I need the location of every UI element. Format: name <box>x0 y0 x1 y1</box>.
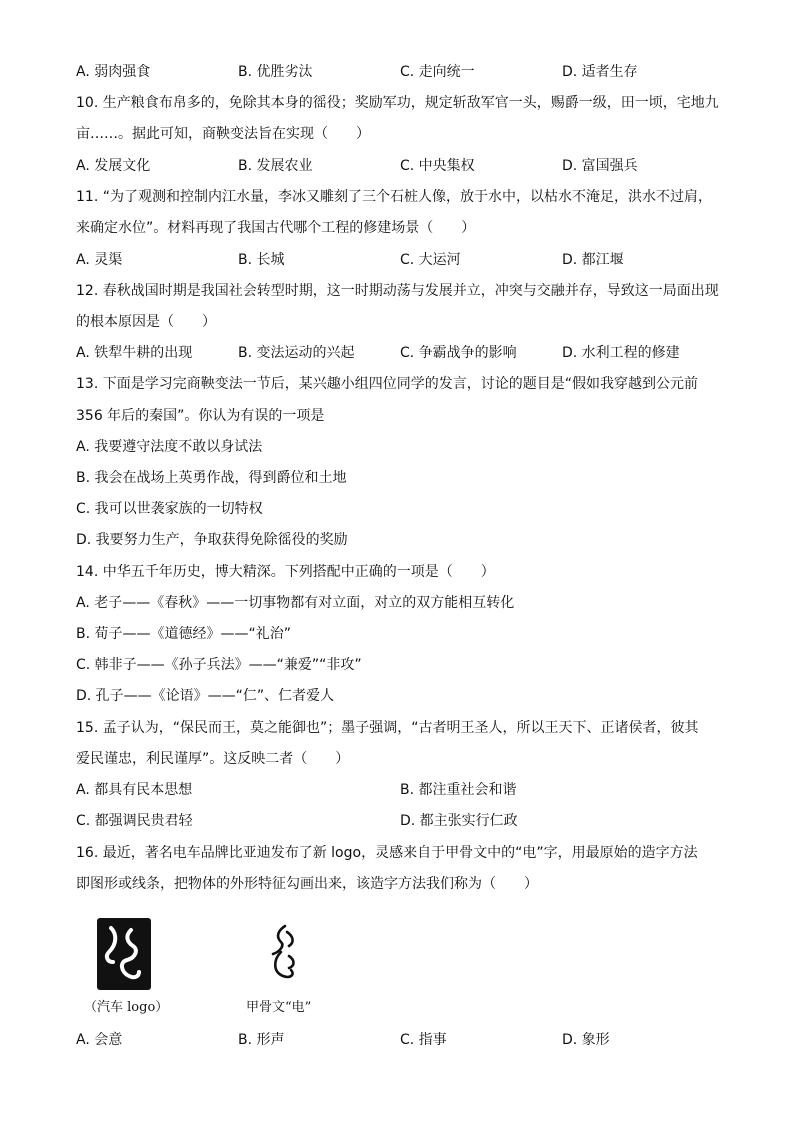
q13-option-c: C. 我可以世袭家族的一切特权 <box>76 501 263 517</box>
q13-stem-line1: 13. 下面是学习完商鞅变法一节后，某兴趣小组四位同学的发言，讨论的题目是“假如我穿越到公元前 <box>76 376 698 392</box>
q15-option-c: C. 都强调民贵君轻 <box>76 813 193 829</box>
q10-option-d: D. 富国强兵 <box>562 158 638 174</box>
q13-option-d: D. 我要努力生产，争取获得免除徭役的奖励 <box>76 532 348 548</box>
q12-option-d: D. 水利工程的修建 <box>562 345 680 361</box>
q12-stem-line2: 的根本原因是（ ） <box>76 314 216 330</box>
car-logo-image <box>97 918 151 990</box>
oracle-bone-dian-image <box>267 922 301 986</box>
q10-option-a: A. 发展文化 <box>76 158 151 174</box>
q16-option-b: B. 形声 <box>238 1032 285 1048</box>
q11-option-b: B. 长城 <box>238 252 285 268</box>
q15-stem-line1: 15. 孟子认为，“保民而王，莫之能御也”；墨子强调，“古者明王圣人，所以王天下、正诸侯者，彼其 <box>76 720 699 736</box>
q11-option-a: A. 灵渠 <box>76 252 123 268</box>
q9-option-a: A. 弱肉强食 <box>76 64 151 80</box>
q14-option-a: A. 老子——《春秋》——一切事物都有对立面，对立的双方能相互转化 <box>76 595 515 611</box>
q10-stem-line2: 亩……。据此可知，商鞅变法旨在实现（ ） <box>76 126 370 142</box>
car-logo-caption: （汽车 logo） <box>84 1000 169 1015</box>
q10-stem-line1: 10. 生产粮食布帛多的，免除其本身的徭役；奖励军功，规定斩敌军官一头，赐爵一级，田一顷，宅地九 <box>76 95 719 111</box>
q12-option-a: A. 铁犁牛耕的出现 <box>76 345 193 361</box>
q9-option-d: D. 适者生存 <box>562 64 638 80</box>
q14-stem-line1: 14. 中华五千年历史，博大精深。下列搭配中正确的一项是（ ） <box>76 564 495 580</box>
q13-option-b: B. 我会在战场上英勇作战，得到爵位和土地 <box>76 470 347 486</box>
q11-stem-line1: 11. “为了观测和控制内江水量，李冰又雕刻了三个石桩人像，放于水中，以枯水不淹足，洪水不过肩， <box>76 189 712 205</box>
q15-stem-line2: 爱民谨忠，利民谨厚”。这反映二者（ ） <box>76 751 350 767</box>
oracle-bone-caption: 甲骨文“电” <box>246 1000 312 1015</box>
oracle-bone-character-icon <box>267 922 301 986</box>
q11-stem-line2: 来确定水位”。材料再现了我国古代哪个工程的修建场景（ ） <box>76 220 476 236</box>
q16-stem-line2: 即图形或线条，把物体的外形特征勾画出来，该造字方法我们称为（ ） <box>76 876 538 892</box>
q11-option-d: D. 都江堰 <box>562 252 624 268</box>
q13-option-a: A. 我要遵守法度不敢以身试法 <box>76 439 263 455</box>
q14-option-b: B. 荀子——《道德经》——“礼治” <box>76 626 292 642</box>
q12-stem-line1: 12. 春秋战国时期是我国社会转型时期，这一时期动荡与发展并立，冲突与交融并存，导致这一局面出现 <box>76 283 719 299</box>
q14-option-d: D. 孔子——《论语》——“仁”、仁者爱人 <box>76 688 335 704</box>
q12-option-c: C. 争霸战争的影响 <box>400 345 517 361</box>
q16-option-a: A. 会意 <box>76 1032 123 1048</box>
q10-option-c: C. 中央集权 <box>400 158 475 174</box>
byd-logo-icon <box>97 918 151 990</box>
q12-option-b: B. 变法运动的兴起 <box>238 345 355 361</box>
q14-option-c: C. 韩非子——《孙子兵法》——“兼爱”“非攻” <box>76 657 362 673</box>
q9-option-b: B. 优胜劣汰 <box>238 64 313 80</box>
q16-stem-line1: 16. 最近，著名电车品牌比亚迪发布了新 logo，灵感来自于甲骨文中的“电”字，用最原始的造字方法 <box>76 845 698 861</box>
q16-option-d: D. 象形 <box>562 1032 610 1048</box>
q15-option-d: D. 都主张实行仁政 <box>400 813 518 829</box>
q15-option-a: A. 都具有民本思想 <box>76 782 193 798</box>
q16-option-c: C. 指事 <box>400 1032 447 1048</box>
q15-option-b: B. 都注重社会和谐 <box>400 782 517 798</box>
q10-option-b: B. 发展农业 <box>238 158 313 174</box>
q11-option-c: C. 大运河 <box>400 252 461 268</box>
q13-stem-line2: 356 年后的秦国”。你认为有误的一项是 <box>76 408 325 424</box>
q9-option-c: C. 走向统一 <box>400 64 475 80</box>
